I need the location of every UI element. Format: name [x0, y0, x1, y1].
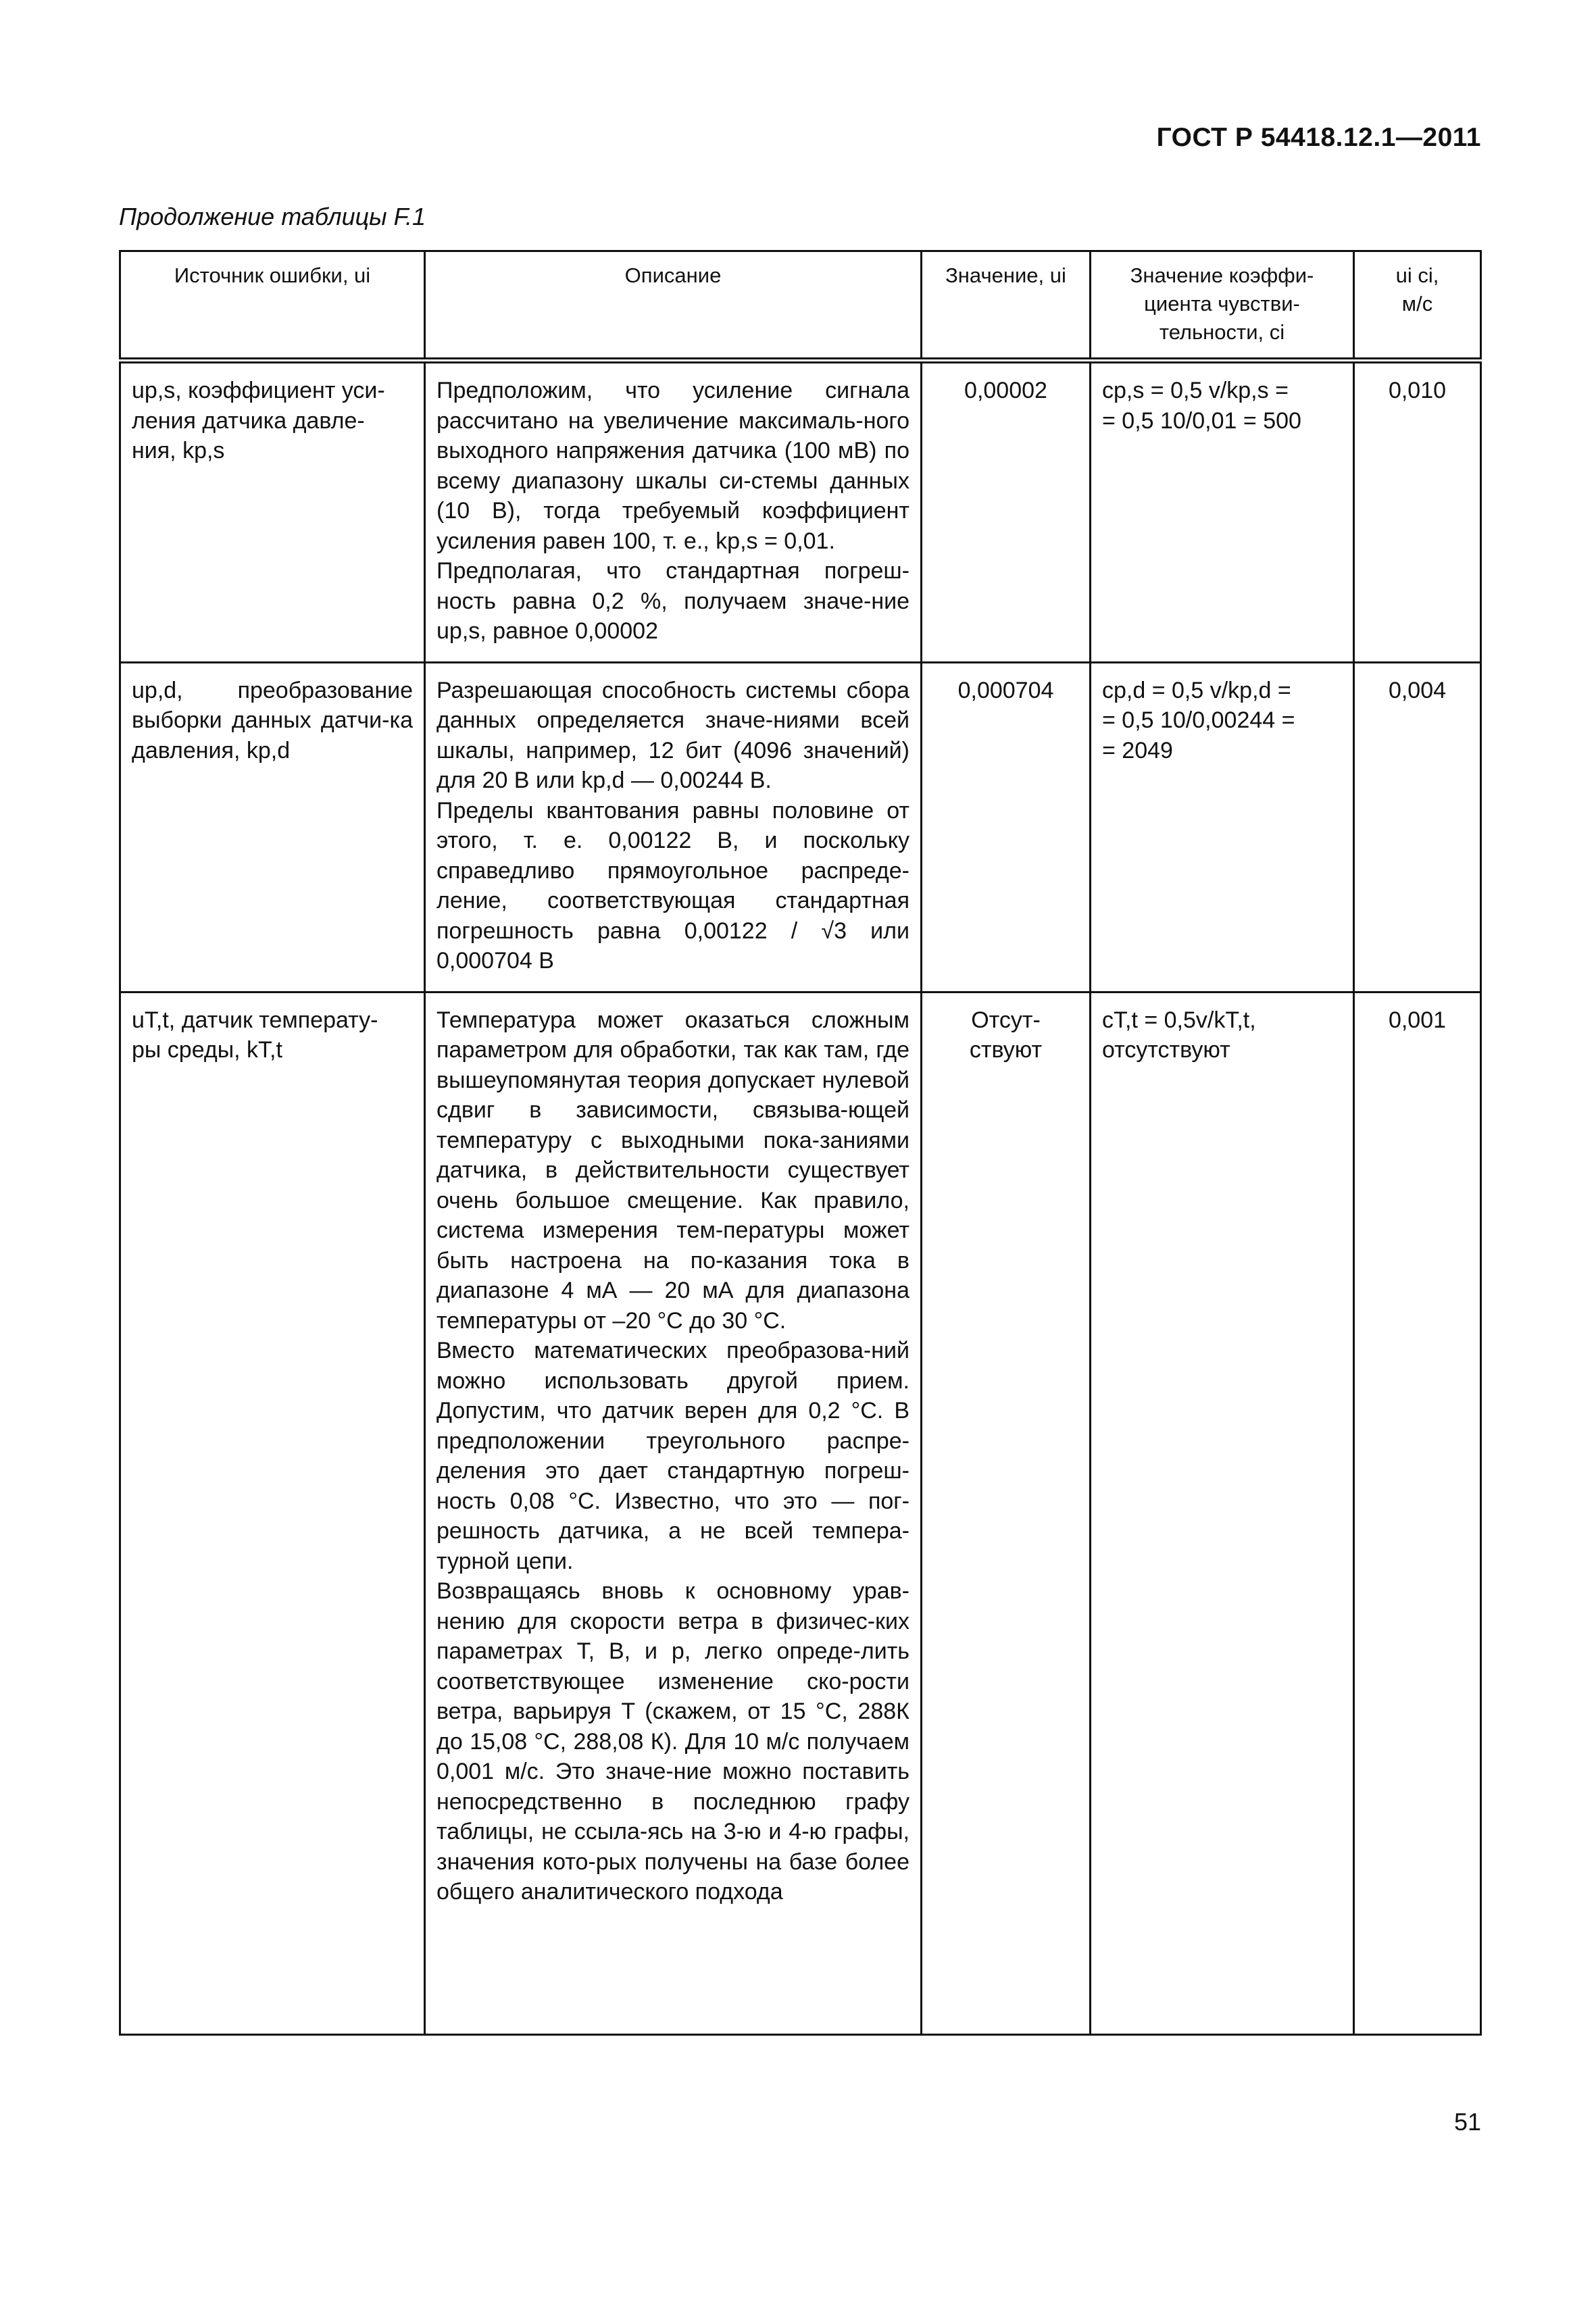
cell-coefficient: cp,d = 0,5 v/kp,d = = 0,5 10/0,00244 = = 2049	[1091, 662, 1354, 992]
cell-product: 0,010	[1354, 361, 1481, 663]
cell-source: uT,t, датчик температу- ры среды, kT,t	[120, 992, 425, 2034]
description-paragraph: Разрешающая способность системы сбора данных определяется значе-ниями всей шкалы, например, 12 бит (4096 значений) для 20 В или kp,d — 0,00244 В.	[437, 677, 909, 793]
table-row	[120, 992, 1481, 2034]
column-header-value: Значение, ui	[922, 251, 1091, 361]
cell-product: 0,001	[1354, 992, 1481, 2034]
cell-description	[425, 992, 922, 2034]
cell-value: Отсут- ствуют	[922, 992, 1091, 2034]
description-paragraph: Предполагая, что стандартная погреш-ность равна 0,2 %, получаем значе-ние up,s, равное 0,00002	[437, 558, 909, 644]
cell-coefficient: cp,s = 0,5 v/kp,s = = 0,5 10/0,01 = 500	[1091, 361, 1354, 663]
table-caption: Продолжение таблицы F.1	[119, 203, 426, 230]
document-code: ГОСТ Р 54418.12.1—2011	[1156, 123, 1481, 152]
description-paragraph: Температура может оказаться сложным параметром для обработки, так как там, где вышеупомянутая теория допускает нулевой сдвиг в зависимости, связыва-ющей температуру с выходными пока-заниями датчика, в действительности существует очень большое смещение. Как правило, система измерения тем-пературы может быть настроена на по-казания тока в диапазоне 4 мА — 20 мА для диапазона температуры от –20 °C до 30 °C.	[437, 1007, 909, 1334]
cell-product: 0,004	[1354, 662, 1481, 992]
column-header-product: ui ci, м/с	[1354, 251, 1481, 361]
cell-coefficient: cT,t = 0,5v/kT,t, отсутствуют	[1091, 992, 1354, 2034]
table-row	[120, 361, 1481, 663]
description-paragraph: Возвращаясь вновь к основному урав-нению для скорости ветра в физичес-ких параметрах T, B, и p, легко опреде-лить соответствующее изменение ско-рости ветра, варьируя T (скажем, от 15 °C, 288К до 15,08 °C, 288,08 К). Для 10 м/с получаем 0,001 м/с. Это значе-ние можно поставить непосредственно в последнюю графу таблицы, не ссыла-ясь на 3-ю и 4-ю графы, значения кото-рых получены на базе более общего аналитического подхода	[437, 1578, 909, 1905]
cell-description	[425, 662, 922, 992]
column-header-description: Описание	[425, 251, 922, 361]
description-paragraph: Вместо математических преобразова-ний можно использовать другой прием. Допустим, что датчик верен для 0,2 °C. В предположении треугольного распре-деления это дает стандартную погреш-ность 0,08 °C. Известно, что это — пог-решность датчика, а не всей темпера-турной цепи.	[437, 1338, 909, 1574]
cell-source: up,d, преобразование выборки данных датчи-ка давления, kp,d	[120, 662, 425, 992]
table-row	[120, 662, 1481, 992]
cell-source: up,s, коэффициент уси- ления датчика давле- ния, kp,s	[120, 361, 425, 663]
column-header-coefficient: Значение коэффи- циента чувстви- тельности, ci	[1091, 251, 1354, 361]
page-number: 51	[1453, 2108, 1481, 2136]
error-budget-table	[119, 250, 1482, 2036]
description-paragraph: Пределы квантования равны половине от этого, т. е. 0,00122 В, и поскольку справедливо прямоугольное распреде-ление, соответствующая стандартная погрешность равна 0,00122 / √3 или 0,000704 В	[437, 797, 909, 974]
cell-value: 0,000704	[922, 662, 1091, 992]
column-header-source: Источник ошибки, ui	[120, 251, 425, 361]
cell-value: 0,00002	[922, 361, 1091, 663]
description-paragraph: Предположим, что усиление сигнала рассчитано на увеличение максималь-ного выходного напряжения датчика (100 мВ) по всему диапазону шкалы си-стемы данных (10 В), тогда требуемый коэффициент усиления равен 100, т. е., kp,s = 0,01.	[437, 378, 909, 554]
table-header-row	[120, 251, 1481, 361]
cell-description	[425, 361, 922, 663]
